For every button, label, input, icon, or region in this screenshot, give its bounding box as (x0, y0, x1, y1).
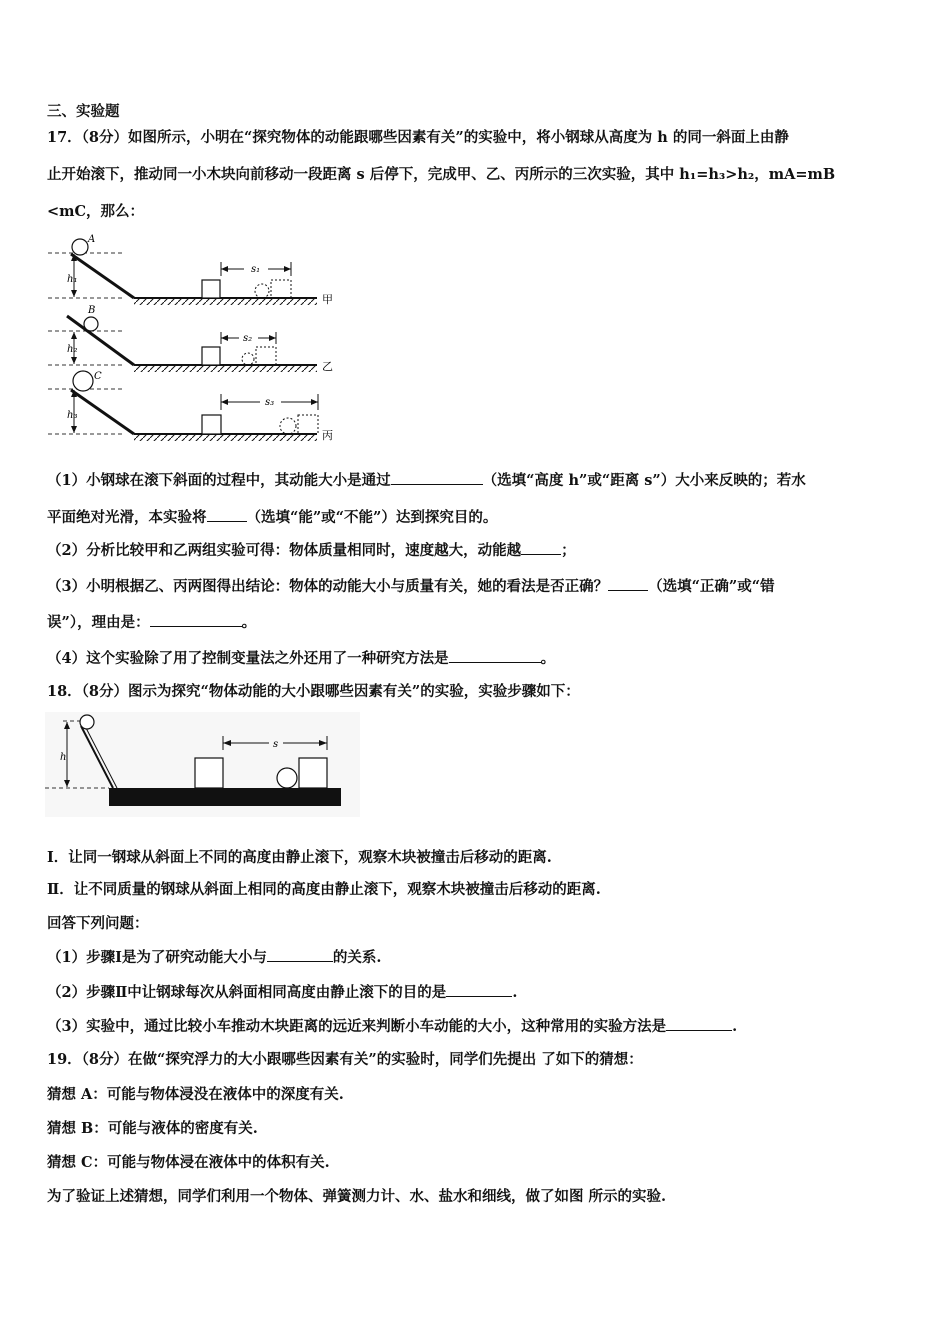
q18-part2 (47, 982, 517, 1003)
answer-blank[interactable] (150, 612, 242, 627)
steel-ball (73, 371, 93, 391)
q19-guess-a: 猜想 A：可能与物体浸没在液体中的深度有关. (47, 1086, 344, 1103)
q17-label-ball-a: A (88, 234, 96, 245)
q19-guess-b: 猜想 B：可能与液体的密度有关. (47, 1120, 258, 1137)
q17-stem-line2: 止开始滚下，推动同一小木块向前移动一段距离 s 后停下，完成甲、乙、丙所示的三次实验，其中 h₁=h₃>h₂，mA=mB (47, 166, 836, 183)
q17-part4-text-a: （4）这个实验除了用了控制变量法之外还用了一种研究方法是 (47, 650, 449, 667)
q18-part2-text-a: （2）步骤Ⅱ中让钢球每次从斜面相同高度由静止滚下的目的是 (47, 984, 447, 1001)
wood-block (202, 347, 220, 365)
q17-label-jia: 甲 (322, 293, 333, 306)
q17-label-h3: h₃ (67, 410, 78, 421)
q17-label-ball-b: B (88, 305, 96, 316)
q17-part2-text-a: （2）分析比较甲和乙两组实验可得：物体质量相同时，速度越大，动能越 (47, 542, 522, 559)
q18-part1-text-b: 的关系. (332, 949, 382, 966)
q17-label-s2: s₂ (243, 333, 253, 344)
answer-blank[interactable] (267, 947, 333, 962)
q18-part1 (47, 947, 381, 968)
q17-label-s3: s₃ (265, 397, 275, 408)
section-title: 三、实验题 (47, 103, 120, 120)
q17-figure-row-jia (48, 234, 333, 306)
q17-part1-line2 (47, 507, 497, 528)
q17-label-bing: 丙 (322, 429, 333, 442)
q17-label-yi: 乙 (322, 360, 333, 373)
q17-part3-line1 (47, 576, 775, 597)
q18-part1-text-a: （1）步骤Ⅰ是为了研究动能大小与 (47, 949, 267, 966)
q17-part1-line1 (47, 470, 806, 491)
answer-blank[interactable] (391, 470, 483, 485)
q17-part3-text-c: 误”），理由是： (47, 614, 150, 631)
q19-instructions: 为了验证上述猜想，同学们利用一个物体、弹簧测力计、水、盐水和细线，做了如图 所示的实验. (47, 1188, 667, 1205)
q17-part1-text-a: （1）小钢球在滚下斜面的过程中，其动能大小是通过 (47, 472, 391, 489)
q18-part3-text-a: （3）实验中，通过比较小车推动木块距离的远近来判断小车动能的大小，这种常用的实验方法是 (47, 1018, 667, 1035)
q17-figure-row-yi (48, 305, 333, 373)
q17-part3-text-a: （3）小明根据乙、丙两图得出结论：物体的动能大小与质量有关，她的看法是否正确？ (47, 578, 609, 595)
q17-stem-line1: 17．（8分）如图所示，小明在“探究物体的动能跟哪些因素有关”的实验中，将小钢球从高度为 h 的同一斜面上由静 (47, 129, 789, 146)
q19-stem: 19．（8分）在做“探究浮力的大小跟哪些因素有关”的实验时，同学们先提出 了如下的猜想： (47, 1051, 643, 1068)
q17-part2-text-b: ； (561, 542, 576, 559)
q17-label-h1: h₁ (67, 274, 78, 285)
q17-label-ball-c: C (94, 371, 102, 382)
answer-blank[interactable] (446, 982, 512, 997)
q18-stem: 18．（8分）图示为探究“物体动能的大小跟哪些因素有关”的实验，实验步骤如下： (47, 683, 580, 700)
wood-block (202, 415, 221, 434)
q17-part1-text-b: （选填“高度 h”或“距离 s”）大小来反映的；若水 (482, 472, 806, 489)
steel-ball (72, 239, 88, 255)
steel-ball (80, 715, 94, 729)
q17-part3-text-d: 。 (241, 614, 257, 631)
q18-step1: Ⅰ．让同一钢球从斜面上不同的高度由静止滚下，观察木块被撞击后移动的距离. (47, 849, 552, 866)
q18-step2: Ⅱ．让不同质量的钢球从斜面上相同的高度由静止滚下，观察木块被撞击后移动的距离. (47, 881, 601, 898)
q17-part4 (47, 648, 555, 669)
q17-part1-text-c: 平面绝对光滑，本实验将 (47, 509, 207, 526)
q17-label-s1: s₁ (251, 264, 261, 275)
q18-part2-text-b: . (512, 984, 518, 1001)
wood-block (202, 280, 220, 298)
track (109, 788, 341, 806)
q18-figure (45, 712, 360, 817)
q18-label-s: s (273, 739, 279, 750)
q17-part2 (47, 540, 576, 561)
q19-guess-c: 猜想 C：可能与物体浸在液体中的体积有关. (47, 1154, 330, 1171)
q17-figure (45, 232, 345, 444)
q17-part3-text-b: （选填“正确”或“错 (648, 578, 775, 595)
answer-blank[interactable] (608, 576, 648, 591)
q17-part3-line2 (47, 612, 256, 633)
q17-label-h2: h₂ (67, 344, 78, 355)
q18-label-h: h (60, 752, 67, 763)
q18-part3-text-b: . (732, 1018, 738, 1035)
q17-stem-line3: <mC，那么： (47, 203, 145, 220)
q18-part3 (47, 1016, 737, 1037)
wood-block (195, 758, 223, 788)
answer-blank[interactable] (521, 540, 561, 555)
q17-part1-text-d: （选填“能”或“不能”）达到探究目的。 (246, 509, 498, 526)
q17-figure-row-bing (48, 371, 333, 442)
answer-blank[interactable] (666, 1016, 732, 1031)
steel-ball (84, 317, 98, 331)
answer-blank[interactable] (449, 648, 541, 663)
q18-answer-prompt: 回答下列问题： (47, 915, 149, 932)
q17-part4-text-b: 。 (540, 650, 556, 667)
answer-blank[interactable] (207, 507, 247, 522)
